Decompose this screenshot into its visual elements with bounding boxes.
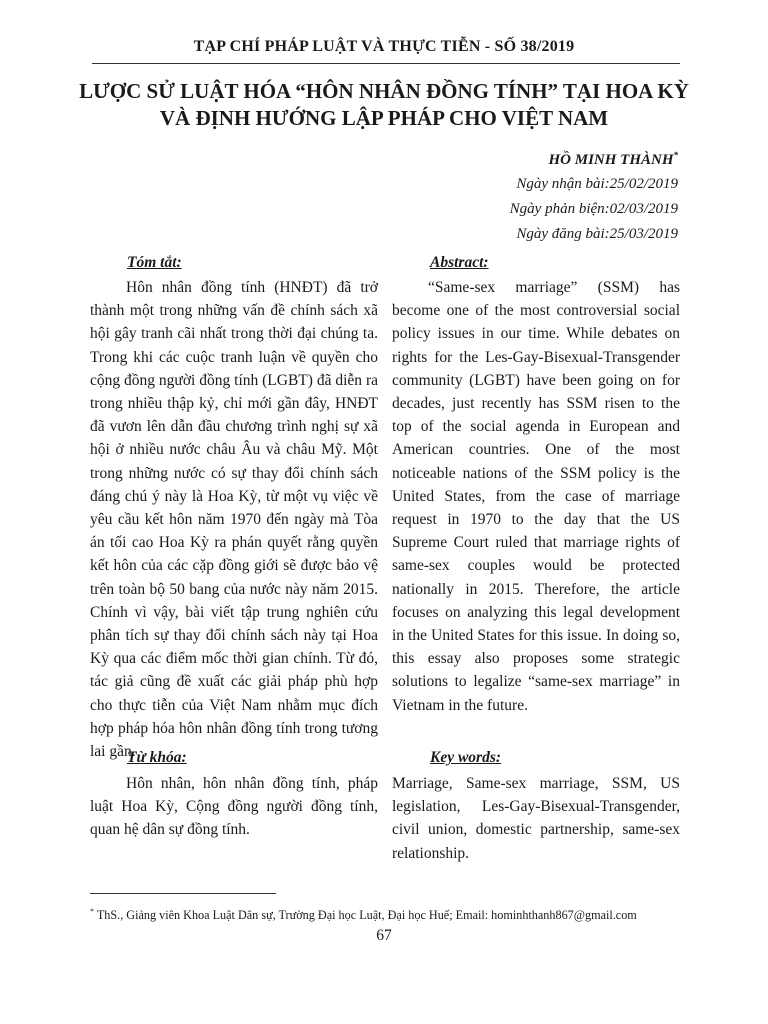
author-footnote-mark: *: [673, 150, 678, 160]
date-reviewed: Ngày phản biện:02/03/2019: [509, 201, 678, 217]
abstract-body: [392, 276, 680, 717]
keywords-vi-heading: Từ khóa:: [127, 749, 187, 766]
keywords-en-body: [392, 772, 680, 865]
keywords-en-paragraph: Marriage, Same-sex marriage, SSM, US legislation, Les-Gay-Bisexual-Transgender, civil union, domestic partnership, same-sex relationship.: [392, 775, 680, 862]
keywords-en-heading: Key words:: [430, 749, 502, 766]
title-line-2: VÀ ĐỊNH HƯỚNG LẬP PHÁP CHO VIỆT NAM: [159, 106, 609, 130]
date-published: Ngày đăng bài:25/03/2019: [516, 226, 678, 242]
summary-paragraph: Hôn nhân đồng tính (HNĐT) đã trở thành một trong những vấn đề chính sách xã hội gây tranh cãi nhất trong thời đại chúng ta. Trong khi các cuộc tranh luận về quyền cho cộng đồng người đồng tính (LGBT) đã diễn ra trong nhiều thập kỷ, chỉ mới gần đây, HNĐT đã vươn lên dẫn đầu chương trình nghị sự xã hội ở nhiều nước châu Âu và châu Mỹ. Một trong những nước có sự thay đổi chính sách đáng chú ý này là Hoa Kỳ, từ một vụ việc về yêu cầu kết hôn năm 1970 đến ngày mà Tòa án tối cao Hoa Kỳ ra phán quyết rằng quyền kết hôn của các cặp đồng giới sẽ được bảo vệ trên toàn bộ 50 bang của nước này năm 2015. Chính vì vậy, bài viết tập trung nghiên cứu phân tích sự thay đổi chính sách này tại Hoa Kỳ qua các điểm mốc thời gian chính. Từ đó, tác giả cũng đề xuất các giải pháp phù hợp cho thực tiễn của Việt Nam nhằm mục đích hợp pháp hóa hôn nhân đồng tính trong tương lai gần.: [90, 279, 378, 761]
keywords-vi-body: [90, 772, 378, 842]
footnote-mark: *: [90, 907, 94, 916]
summary-heading: Tóm tắt:: [127, 254, 182, 271]
summary-body: [90, 276, 378, 763]
journal-header: TẠP CHÍ PHÁP LUẬT VÀ THỰC TIỄN - SỐ 38/2019: [193, 38, 575, 55]
footnote-rule: [90, 893, 276, 894]
abstract-heading: Abstract:: [430, 254, 489, 271]
keywords-vi-paragraph: Hôn nhân, hôn nhân đồng tính, pháp luật Hoa Kỳ, Cộng đồng người đồng tính, quan hệ dân sự đồng tính.: [90, 775, 378, 839]
footnote: [90, 907, 690, 923]
author-name-text: HỒ MINH THÀNH: [548, 152, 674, 168]
article-title: [60, 78, 708, 132]
page-number: 67: [376, 927, 392, 944]
abstract-paragraph: “Same-sex marriage” (SSM) has become one of the most controversial social policy issues in our time. While debates on rights for the Les-Gay-Bisexual-Transgender community (LGBT) have been going on for decades, just recently has SSM risen to the top of the social agenda in European and American countries. One of the most noticeable nations of the SSM policy is the United States, from the case of marriage request in 1970 to the day that the US Supreme Court ruled that marriage rights of same-sex couples would be protected nationally in 2015. Therefore, the article focuses on analyzing this legal development in the United States for this issue. In doing so, this essay also proposes some strategic solutions to legalize “same-sex marriage” in Vietnam in the future.: [392, 279, 680, 714]
author-name: [548, 150, 678, 169]
header-rule: [92, 63, 680, 64]
date-received: Ngày nhận bài:25/02/2019: [516, 176, 678, 192]
title-line-1: LƯỢC SỬ LUẬT HÓA “HÔN NHÂN ĐỒNG TÍNH” TẠI HOA KỲ: [79, 79, 689, 103]
footnote-text: ThS., Giảng viên Khoa Luật Dân sự, Trường Đại học Luật, Đại học Huế; Email: hominhthanh867@gmail.com: [94, 908, 637, 923]
